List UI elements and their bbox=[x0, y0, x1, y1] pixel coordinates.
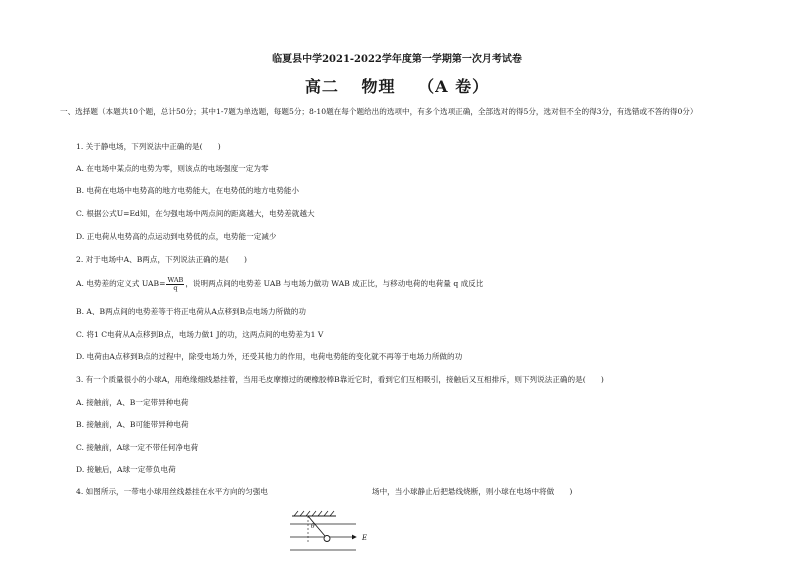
q3-stem: 3. 有一个质量很小的小球A，用绝缘细线悬挂着，当用毛皮摩擦过的硬橡胶棒B靠近它时，看到它们互相吸引，接触后又互相排斥，则下列说法正确的是( ) bbox=[76, 375, 604, 384]
section-instructions: 一、选择题（本题共10个题，总计50分；其中1-7题为单选题，每题5分；8-10题在每个题给出的选项中，有多个选项正确，全部选对的得5分，选对但不全的得3分，有选错或不答的得0分） bbox=[60, 107, 698, 116]
ceiling-support bbox=[292, 511, 336, 516]
q1-option-a: A. 在电场中某点的电势为零，则该点的电场强度一定为零 bbox=[76, 164, 269, 173]
fraction-numerator: WAB bbox=[167, 275, 184, 284]
q1-option-c: C. 根据公式U=Ed知，在匀强电场中两点间的距离越大，电势差就越大 bbox=[76, 209, 315, 218]
q2-option-a-prefix: A. 电势差的定义式 UAB= bbox=[76, 279, 166, 288]
grade-label: 高二 bbox=[304, 77, 339, 96]
q2-option-c: C. 将1 C电荷从A点移到B点，电场力做1 J的功，这两点间的电势差为1 V bbox=[76, 330, 324, 339]
q1-option-b: B. 电荷在电场中电势高的地方电势能大，在电势低的地方电势能小 bbox=[76, 186, 300, 195]
version-label: （A 卷） bbox=[418, 77, 490, 96]
q2-option-a-suffix: ，说明两点间的电势差 UAB 与电场力做功 WAB 成正比，与移动电荷的电荷量 q 成反比 bbox=[185, 279, 484, 288]
q2-option-b: B. A、B两点间的电势差等于将正电荷从A点移到B点电场力所做的功 bbox=[76, 307, 306, 316]
angle-label: θ bbox=[311, 523, 315, 530]
q3-option-d: D. 接触后，A球一定带负电荷 bbox=[76, 465, 176, 474]
q1-stem: 1. 关于静电场，下列说法中正确的是( ) bbox=[76, 142, 221, 151]
q1-option-d: D. 正电荷从电势高的点运动到电势低的点，电势能一定减少 bbox=[76, 232, 277, 241]
q2-stem: 2. 对于电场中A、B两点，下列说法正确的是( ) bbox=[76, 255, 247, 264]
subject-label: 物理 bbox=[361, 77, 396, 96]
q3-option-b: B. 接触前，A、B可能带异种电荷 bbox=[76, 420, 189, 429]
q3-option-c: C. 接触前，A球一定不带任何净电荷 bbox=[76, 443, 199, 452]
field-label: E bbox=[362, 534, 368, 542]
q4-stem-left: 4. 如图所示，一带电小球用丝线悬挂在水平方向的匀强电 bbox=[76, 487, 268, 496]
q4-stem-right: 场中，当小球静止后把悬线烧断，则小球在电场中将做 ) bbox=[372, 487, 573, 496]
exam-title: 临夏县中学2021-2022学年度第一学期第一次月考试卷 bbox=[272, 54, 522, 65]
exam-subtitle bbox=[0, 74, 794, 97]
q3-option-a: A. 接触前，A、B一定带异种电荷 bbox=[76, 398, 189, 407]
pendulum-field-figure bbox=[286, 510, 376, 560]
q2-option-a bbox=[76, 276, 483, 292]
fraction-denominator: q bbox=[173, 283, 178, 292]
charged-ball bbox=[324, 536, 330, 542]
fraction bbox=[166, 277, 184, 292]
q2-option-d: D. 电荷由A点移到B点的过程中，除受电场力外，还受其他力的作用，电荷电势能的变化就不再等于电场力所做的功 bbox=[76, 352, 463, 361]
